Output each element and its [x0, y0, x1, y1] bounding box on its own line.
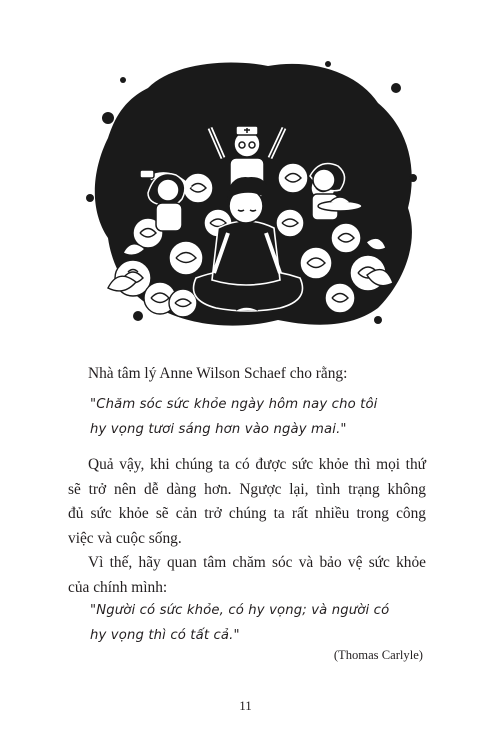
rose [278, 163, 308, 193]
paragraph-line: đủ sức khỏe sẽ cản trở chúng ta rất nhiều trong công [68, 505, 426, 522]
quote-line: hy vọng thì có tất cả." [90, 628, 240, 643]
paragraph-line: sẽ trở nên dễ dàng hơn. Ngược lại, tình trạng không [68, 480, 426, 498]
rose [331, 223, 361, 253]
quote-line: "Chăm sóc sức khỏe ngày hôm nay cho tôi [90, 397, 378, 412]
quote-attribution: (Thomas Carlyle) [333, 648, 423, 662]
rose [169, 289, 197, 317]
quote-line: hy vọng tươi sáng hơn vào ngày mai." [90, 422, 347, 437]
paragraph-schaef-intro: Nhà tâm lý Anne Wilson Schaef cho rằng: [88, 365, 348, 382]
rose [325, 283, 355, 313]
rose [169, 241, 203, 275]
paragraph-line: của chính mình: [68, 578, 168, 596]
paragraph-take-care [68, 551, 426, 600]
paragraph-line: Vì thế, hãy quan tâm chăm sóc và bảo vệ sức khỏe [88, 554, 426, 571]
page-number: 11 [239, 698, 252, 713]
quote-schaef [90, 392, 420, 442]
rose [300, 247, 332, 279]
paragraph-line: việc và cuộc sống. [68, 529, 182, 547]
paragraph-line: Quả vậy, khi chúng ta có được sức khỏe thì mọi thứ [88, 456, 426, 473]
illustration-people-roses [78, 58, 418, 330]
quote-line: "Người có sức khỏe, có hy vọng; và người có [90, 603, 390, 618]
rose [276, 209, 304, 237]
quote-carlyle [90, 598, 420, 648]
paragraph-health-importance [68, 453, 426, 551]
